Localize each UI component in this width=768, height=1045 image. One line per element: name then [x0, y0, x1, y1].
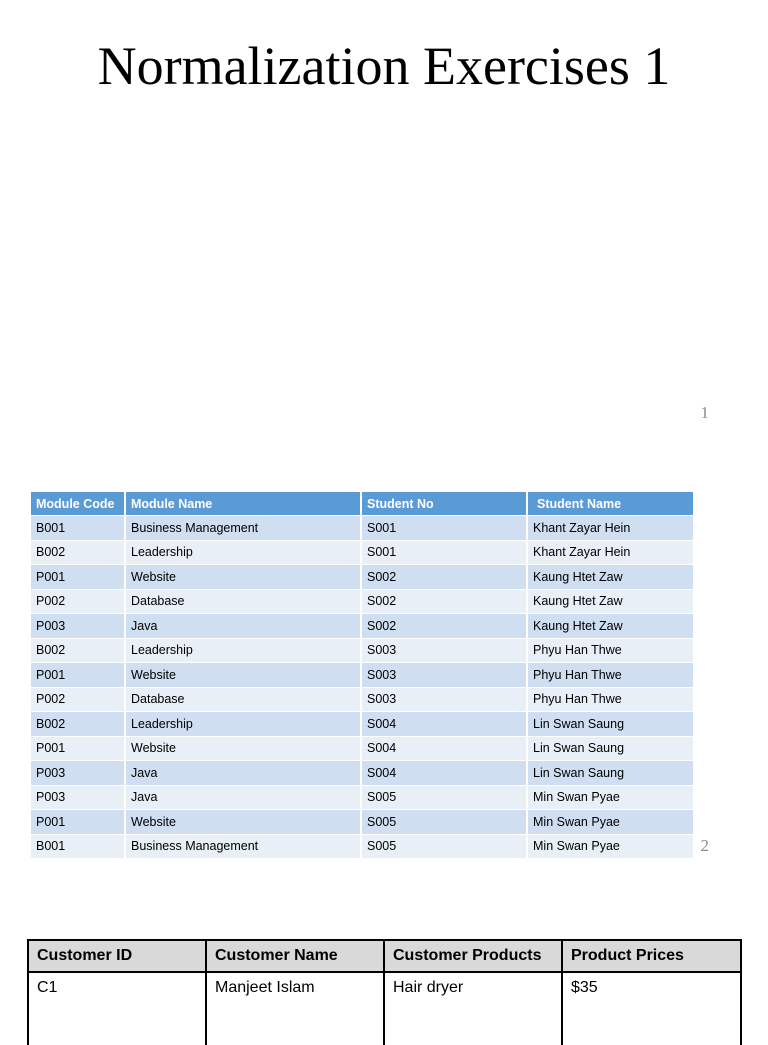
- table-cell: S005: [361, 785, 527, 810]
- table-cell: S004: [361, 712, 527, 737]
- table-cell: Khant Zayar Hein: [527, 516, 693, 541]
- table-cell: S004: [361, 736, 527, 761]
- table-row: [31, 540, 693, 565]
- table-cell: Kaung Htet Zaw: [527, 614, 693, 639]
- table-cell: P001: [31, 736, 125, 761]
- table-cell: P002: [31, 687, 125, 712]
- table-cell: S002: [361, 565, 527, 590]
- column-header: Module Code: [31, 492, 125, 516]
- table-cell: B001: [31, 834, 125, 858]
- table-cell: Kaung Htet Zaw: [527, 565, 693, 590]
- table-cell: S001: [361, 540, 527, 565]
- table-cell: Min Swan Pyae: [527, 785, 693, 810]
- table-cell: Manjeet Islam: [206, 972, 384, 1045]
- customer-table: [27, 939, 742, 1045]
- table-cell: Website: [125, 663, 361, 688]
- column-header: Customer ID: [28, 940, 206, 972]
- page-number: 2: [700, 836, 709, 855]
- page-title: Normalization Exercises 1: [97, 36, 671, 96]
- table-cell: Phyu Han Thwe: [527, 638, 693, 663]
- table-header-row: [31, 492, 693, 516]
- table-cell: S005: [361, 834, 527, 858]
- table-row: [31, 785, 693, 810]
- table-cell: S002: [361, 589, 527, 614]
- table-cell: B002: [31, 540, 125, 565]
- table-row: [31, 614, 693, 639]
- module-student-table: [31, 492, 693, 858]
- column-header: Student Name: [527, 492, 693, 516]
- table-cell: Lin Swan Saung: [527, 712, 693, 737]
- table-cell: Min Swan Pyae: [527, 834, 693, 858]
- table-row: [31, 834, 693, 858]
- table-cell: Phyu Han Thwe: [527, 663, 693, 688]
- table-cell: P003: [31, 614, 125, 639]
- table-row: [31, 712, 693, 737]
- table-cell: P002: [31, 589, 125, 614]
- table-row: [31, 516, 693, 541]
- table-cell: Kaung Htet Zaw: [527, 589, 693, 614]
- table-header-row: [28, 940, 741, 972]
- table-cell: Min Swan Pyae: [527, 810, 693, 835]
- table-cell: B002: [31, 712, 125, 737]
- table-cell: P001: [31, 565, 125, 590]
- table-cell: Database: [125, 589, 361, 614]
- table-cell: S004: [361, 761, 527, 786]
- table-cell: Business Management: [125, 834, 361, 858]
- table-cell: B002: [31, 638, 125, 663]
- column-header: Customer Products: [384, 940, 562, 972]
- page-number: 1: [700, 403, 709, 422]
- table-cell: Website: [125, 736, 361, 761]
- table-row: [31, 638, 693, 663]
- table-row: [28, 972, 741, 1045]
- table-cell: S003: [361, 687, 527, 712]
- table-cell: C1: [28, 972, 206, 1045]
- table-row: [31, 810, 693, 835]
- table-cell: P003: [31, 785, 125, 810]
- table-cell: P003: [31, 761, 125, 786]
- table-cell: $35: [562, 972, 741, 1045]
- table-cell: Java: [125, 761, 361, 786]
- table-cell: S005: [361, 810, 527, 835]
- table-cell: Lin Swan Saung: [527, 736, 693, 761]
- table-cell: Leadership: [125, 540, 361, 565]
- table-cell: Java: [125, 614, 361, 639]
- column-header: Customer Name: [206, 940, 384, 972]
- table-row: [31, 687, 693, 712]
- table-row: [31, 565, 693, 590]
- table-cell: Website: [125, 810, 361, 835]
- table-row: [31, 663, 693, 688]
- table-cell: Hair dryer: [384, 972, 562, 1045]
- table-cell: S003: [361, 638, 527, 663]
- table-cell: S001: [361, 516, 527, 541]
- table-cell: Lin Swan Saung: [527, 761, 693, 786]
- table-cell: Database: [125, 687, 361, 712]
- table-cell: Phyu Han Thwe: [527, 687, 693, 712]
- table-cell: P001: [31, 663, 125, 688]
- table-row: [31, 736, 693, 761]
- table-cell: S003: [361, 663, 527, 688]
- table-cell: P001: [31, 810, 125, 835]
- table-cell: Leadership: [125, 638, 361, 663]
- table-cell: Leadership: [125, 712, 361, 737]
- column-header: Module Name: [125, 492, 361, 516]
- table-cell: B001: [31, 516, 125, 541]
- table-row: [31, 589, 693, 614]
- column-header: Student No: [361, 492, 527, 516]
- table-cell: Java: [125, 785, 361, 810]
- table-cell: Khant Zayar Hein: [527, 540, 693, 565]
- table-row: [31, 761, 693, 786]
- table-cell: Business Management: [125, 516, 361, 541]
- table-cell: S002: [361, 614, 527, 639]
- column-header: Product Prices: [562, 940, 741, 972]
- table-cell: Website: [125, 565, 361, 590]
